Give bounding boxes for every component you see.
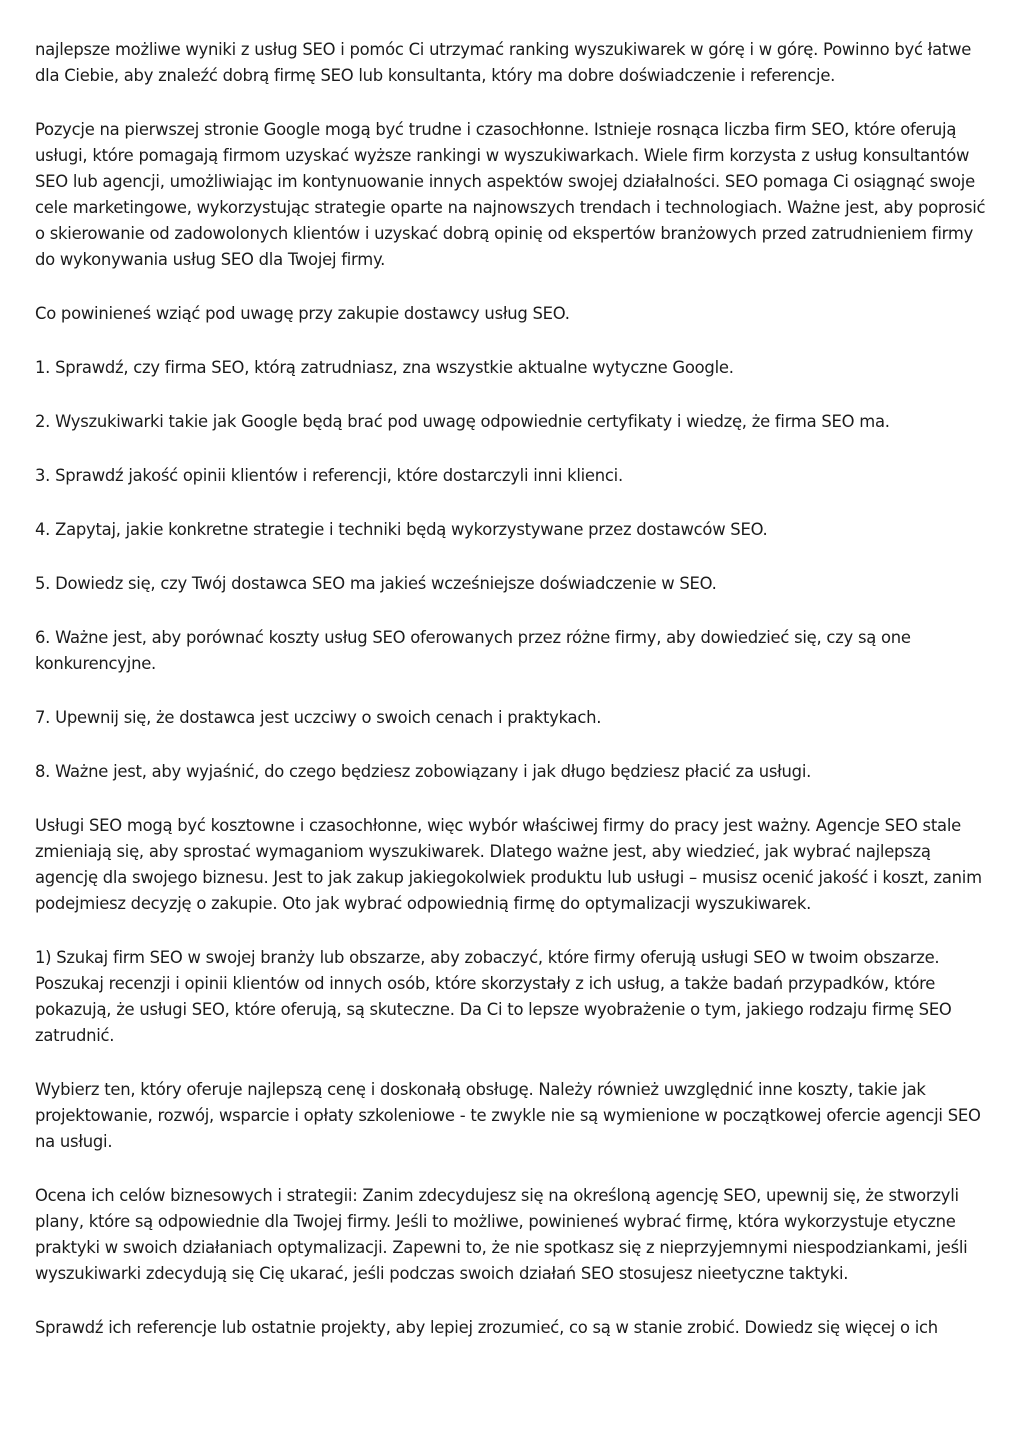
paragraph-step-1: 1) Szukaj firm SEO w swojej branży lub obszarze, aby zobaczyć, które firmy oferują usługi SEO w twoim obszarze. Poszukaj recenzji i opinii klientów od innych osób, które skorzystały z ich usług, a także badań przypadków, które pokazują, że usługi SEO, które oferują, są skuteczne. Da Ci to lepsze wyobrażenie o tym, jakiego rodzaju firmę SEO zatrudnić.: [35, 948, 952, 1045]
list-item-3: 3. Sprawdź jakość opinii klientów i referencji, które dostarczyli inni klienci.: [35, 466, 623, 485]
paragraph-considerations-heading: Co powinieneś wziąć pod uwagę przy zakupie dostawcy usług SEO.: [35, 304, 570, 323]
paragraph-intro-continued: najlepsze możliwe wyniki z usług SEO i pomóc Ci utrzymać ranking wyszukiwarek w górę i w górę. Powinno być łatwe dla Ciebie, aby znaleźć dobrą firmę SEO lub konsultanta, który ma dobre doświadczenie i referencje.: [35, 40, 972, 85]
paragraph-check-references: Sprawdź ich referencje lub ostatnie projekty, aby lepiej zrozumieć, co są w stanie zrobić. Dowiedz się więcej o ich: [35, 1318, 938, 1337]
list-item-1: 1. Sprawdź, czy firma SEO, którą zatrudniasz, zna wszystkie aktualne wytyczne Google.: [35, 358, 734, 377]
paragraph-google-rankings: Pozycje na pierwszej stronie Google mogą być trudne i czasochłonne. Istnieje rosnąca liczba firm SEO, które oferują usługi, które pomagają firmom uzyskać wyższe rankingi w wyszukiwarkach. Wiele firm korzysta z usług konsultantów SEO lub agencji, umożliwiając im kontynuowanie innych aspektów swojej działalności. SEO pomaga Ci osiągnąć swoje cele marketingowe, wykorzystując strategie oparte na najnowszych trendach i technologiach. Ważne jest, aby poprosić o skierowanie od zadowolonych klientów i uzyskać dobrą opinię od ekspertów branżowych przed zatrudnieniem firmy do wykonywania usług SEO dla Twojej firmy.: [35, 120, 986, 269]
list-item-4: 4. Zapytaj, jakie konkretne strategie i techniki będą wykorzystywane przez dostawców SEO.: [35, 520, 768, 539]
list-item-5: 5. Dowiedz się, czy Twój dostawca SEO ma jakieś wcześniejsze doświadczenie w SEO.: [35, 574, 717, 593]
list-item-8: 8. Ważne jest, aby wyjaśnić, do czego będziesz zobowiązany i jak długo będziesz płacić za usługi.: [35, 762, 812, 781]
paragraph-evaluate-goals: Ocena ich celów biznesowych i strategii: Zanim zdecydujesz się na określoną agencję SEO, upewnij się, że stworzyli plany, które są odpowiednie dla Twojej firmy. Jeśli to możliwe, powinieneś wybrać firmę, która wykorzystuje etyczne praktyki w swoich działaniach optymalizacji. Zapewni to, że nie spotkasz się z nieprzyjemnymi niespodziankami, jeśli wyszukiwarki zdecydują się Cię ukarać, jeśli podczas swoich działań SEO stosujesz nieetyczne taktyki.: [35, 1186, 968, 1283]
list-item-2: 2. Wyszukiwarki takie jak Google będą brać pod uwagę odpowiednie certyfikaty i wiedzę, że firma SEO ma.: [35, 412, 890, 431]
paragraph-seo-costs: Usługi SEO mogą być kosztowne i czasochłonne, więc wybór właściwej firmy do pracy jest ważny. Agencje SEO stale zmieniają się, aby sprostać wymaganiom wyszukiwarek. Dlatego ważne jest, aby wiedzieć, jak wybrać najlepszą agencję dla swojego biznesu. Jest to jak zakup jakiegokolwiek produktu lub usługi – musisz ocenić jakość i koszt, zanim podejmiesz decyzję o zakupie. Oto jak wybrać odpowiednią firmę do optymalizacji wyszukiwarek.: [35, 816, 982, 913]
paragraph-choose-best-price: Wybierz ten, który oferuje najlepszą cenę i doskonałą obsługę. Należy również uwzględnić inne koszty, takie jak projektowanie, rozwój, wsparcie i opłaty szkoleniowe - te zwykle nie są wymienione w początkowej ofercie agencji SEO na usługi.: [35, 1080, 981, 1151]
list-item-7: 7. Upewnij się, że dostawca jest uczciwy o swoich cenach i praktykach.: [35, 708, 602, 727]
document-page: [35, 37, 995, 1369]
list-item-6: 6. Ważne jest, aby porównać koszty usług SEO oferowanych przez różne firmy, aby dowiedzieć się, czy są one konkurencyjne.: [35, 628, 911, 673]
